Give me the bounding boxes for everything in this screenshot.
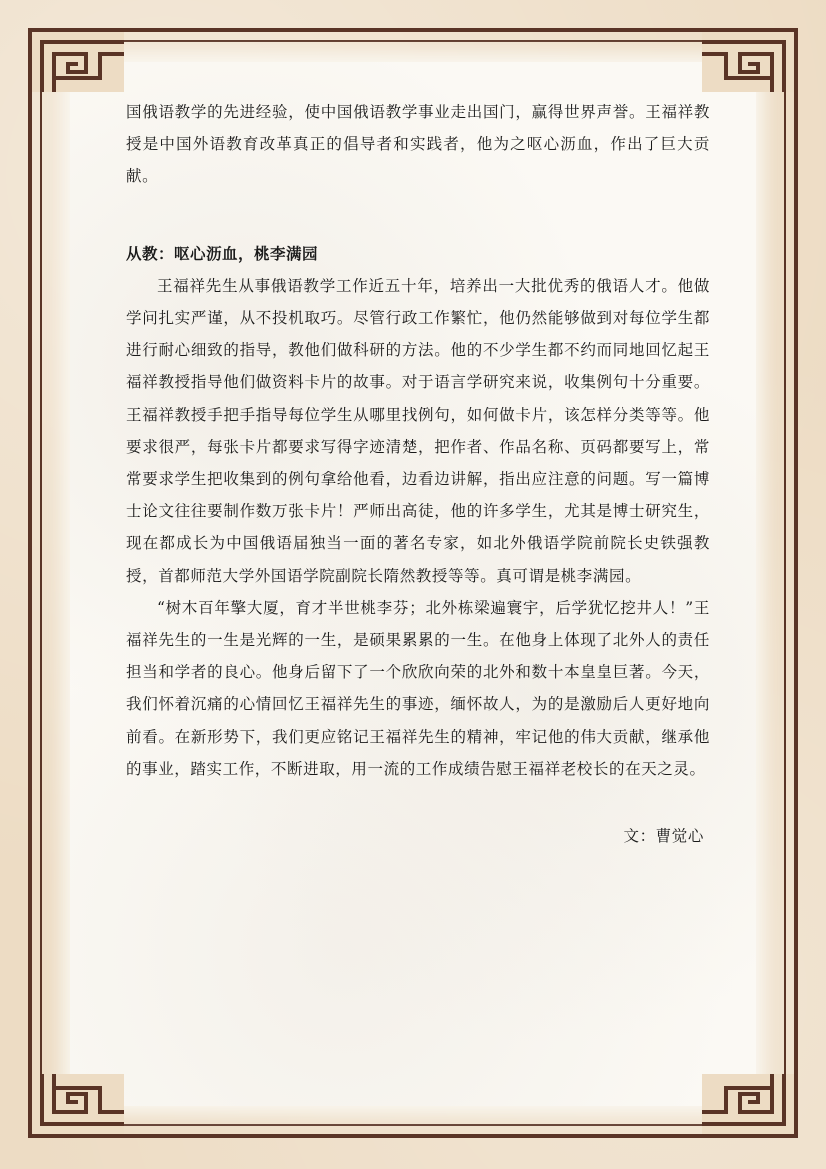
meander-corner-icon (702, 28, 798, 92)
body-paragraph: “树木百年擎大厦，育才半世桃李芬；北外栋梁遍寰宇，后学犹忆挖井人！”王福祥先生的一生是光辉的一生，是硕果累累的一生。在他身上体现了北外人的责任担当和学者的良心。他身后留下了一个欣欣向荣的北外和数十本皇皇巨著。今天，我们怀着沉痛的心情回忆王福祥先生的事迹，缅怀故人，为的是激励后人更好地向前看。在新形势下，我们更应铭记王福祥先生的精神，牢记他的伟大贡献，继承他的事业，踏实工作，不断进取，用一流的工作成绩告慰王福祥老校长的在天之灵。 (126, 598, 710, 778)
intro-paragraph: 国俄语教学的先进经验，使中国俄语教学事业走出国门，赢得世界声誉。王福祥教授是中国外语教育改革真正的倡导者和实践者，他为之呕心沥血，作出了巨大贡献。 (126, 103, 710, 186)
meander-corner-icon (702, 1074, 798, 1138)
meander-corner-icon (28, 1074, 124, 1138)
meander-corner-icon (28, 28, 124, 92)
article-body (126, 96, 710, 852)
author-byline: 文：曹觉心 (623, 827, 704, 846)
body-paragraph: 王福祥先生从事俄语教学工作近五十年，培养出一大批优秀的俄语人才。他做学问扎实严谨，从不投机取巧。尽管行政工作繁忙，他仍然能够做到对每位学生都进行耐心细致的指导，教他们做科研的方法。他的不少学生都不约而同地回忆起王福祥教授指导他们做资料卡片的故事。对于语言学研究来说，收集例句十分重要。王福祥教授手把手指导每位学生从哪里找例句，如何做卡片，该怎样分类等等。他要求很严，每张卡片都要求写得字迹清楚，把作者、作品名称、页码都要写上，常常要求学生把收集到的例句拿给他看，边看边讲解，指出应注意的问题。写一篇博士论文往往要制作数万张卡片！严师出高徒，他的许多学生，尤其是博士研究生，现在都成长为中国俄语届独当一面的著名专家，如北外俄语学院前院长史铁强教授，首都师范大学外国语学院副院长隋然教授等等。真可谓是桃李满园。 (126, 276, 710, 585)
section-title: 从教：呕心沥血，桃李满园 (126, 243, 319, 263)
